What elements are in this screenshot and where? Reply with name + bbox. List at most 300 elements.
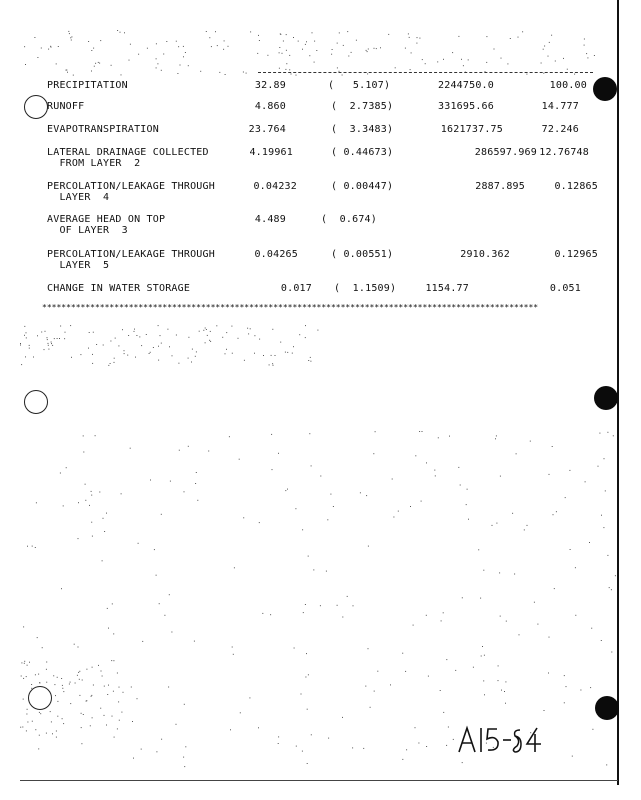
speckle-dot [71, 36, 72, 37]
speckle-dot [316, 50, 317, 51]
speckle-dot [184, 491, 185, 492]
speckle-dot [500, 476, 501, 477]
speckle-dot [271, 434, 272, 435]
speckle-dot [62, 718, 63, 719]
speckle-dot [53, 675, 54, 676]
speckle-dot [118, 701, 119, 702]
speckle-dot [23, 626, 24, 627]
speckle-dot [615, 575, 616, 576]
speckle-dot [170, 481, 171, 482]
speckle-dot [157, 63, 158, 64]
speckle-dot [280, 34, 281, 35]
speckle-dot [95, 63, 96, 64]
speckle-dot [42, 647, 43, 648]
speckle-dot [342, 75, 343, 76]
speckle-dot [296, 746, 297, 747]
speckle-dot [302, 751, 303, 752]
speckle-dot [91, 522, 92, 523]
speckle-dot [293, 37, 294, 38]
speckle-dot [59, 338, 60, 339]
speckle-dot [23, 699, 24, 700]
speckle-dot [280, 342, 281, 343]
speckle-dot [46, 733, 47, 734]
speckle-dot [506, 621, 507, 622]
speckle-dot [306, 41, 307, 42]
speckle-dot [24, 661, 25, 662]
speckle-dot [35, 674, 36, 675]
speckle-dot [22, 727, 23, 728]
speckle-dot [50, 711, 51, 712]
speckle-dot [26, 714, 27, 715]
speckle-dot [24, 46, 25, 47]
speckle-dot [108, 685, 109, 686]
speckle-dot [543, 49, 544, 50]
speckle-dot [122, 329, 123, 330]
row-label: LATERAL DRAINAGE COLLECTED FROM LAYER 2 [47, 147, 209, 169]
speckle-dot [271, 355, 272, 356]
speckle-dot [112, 716, 113, 717]
speckle-dot [422, 431, 423, 432]
speckle-dot [108, 365, 109, 366]
speckle-dot [161, 739, 162, 740]
speckle-dot [499, 572, 500, 573]
speckle-dot [279, 68, 280, 69]
speckle-dot [466, 504, 467, 505]
speckle-dot [320, 476, 321, 477]
speckle-dot [524, 529, 525, 530]
speckle-dot [272, 363, 273, 364]
speckle-dot [449, 436, 450, 437]
speckle-dot [415, 455, 416, 456]
row-label: PERCOLATION/LEAKAGE THROUGH LAYER 5 [47, 249, 215, 271]
speckle-dot [195, 483, 196, 484]
speckle-dot [51, 721, 52, 722]
speckle-dot [258, 35, 259, 36]
speckle-dot [92, 667, 93, 668]
speckle-dot [176, 335, 177, 336]
speckle-dot [101, 671, 102, 672]
speckle-dot [544, 46, 545, 47]
speckle-dot [486, 36, 487, 37]
speckle-dot [549, 474, 550, 475]
speckle-dot [347, 31, 348, 32]
speckle-dot [283, 41, 284, 42]
speckle-dot [232, 647, 233, 648]
speckle-dot [146, 334, 147, 335]
speckle-dot [337, 67, 338, 68]
speckle-dot [195, 356, 196, 357]
speckle-dot [273, 365, 274, 366]
speckle-dot [60, 473, 61, 474]
speckle-dot [328, 738, 329, 739]
speckle-dot [129, 60, 130, 61]
speckle-dot [25, 356, 26, 357]
speckle-dot [167, 329, 168, 330]
speckle-dot [36, 502, 37, 503]
speckle-dot [402, 759, 403, 760]
speckle-dot [158, 325, 159, 326]
speckle-dot [196, 351, 197, 352]
speckle-dot [522, 31, 523, 32]
speckle-dot [501, 58, 502, 59]
speckle-dot [567, 69, 568, 70]
speckle-dot [178, 363, 179, 364]
speckle-dot [243, 517, 244, 518]
speckle-dot [307, 709, 308, 710]
speckle-dot [156, 575, 157, 576]
speckle-dot [63, 691, 64, 692]
speckle-dot [79, 679, 80, 680]
speckle-dot [51, 342, 52, 343]
speckle-dot [463, 65, 464, 66]
speckle-dot [482, 646, 483, 647]
speckle-dot [78, 502, 79, 503]
asterisk-separator: ******************************************************************************************************* [42, 303, 539, 312]
speckle-dot [37, 57, 38, 58]
speckle-dot [168, 687, 169, 688]
speckle-dot [239, 459, 240, 460]
speckle-dot [55, 695, 56, 696]
speckle-dot [413, 625, 414, 626]
speckle-dot [40, 713, 41, 714]
speckle-dot [188, 65, 189, 66]
speckle-dot [267, 55, 268, 56]
speckle-dot [176, 41, 177, 42]
speckle-dot [137, 698, 138, 699]
speckle-dot [393, 517, 394, 518]
speckle-dot [591, 628, 592, 629]
speckle-dot [70, 37, 71, 38]
speckle-dot [57, 338, 58, 339]
speckle-dot [554, 588, 555, 589]
speckle-dot [360, 492, 361, 493]
punch-hole-middle-left [24, 390, 48, 414]
speckle-dot [21, 364, 22, 365]
speckle-dot [20, 345, 21, 346]
speckle-dot [440, 690, 441, 691]
speckle-dot [226, 332, 227, 333]
speckle-dot [486, 62, 487, 63]
speckle-dot [104, 531, 105, 532]
punch-hole-top-left [24, 95, 48, 119]
speckle-dot [613, 435, 614, 436]
speckle-dot [296, 75, 297, 76]
speckle-dot [572, 756, 573, 757]
speckle-dot [81, 743, 82, 744]
speckle-dot [206, 329, 207, 330]
value-cu-ft: 1154.77 [425, 283, 469, 294]
speckle-dot [549, 637, 550, 638]
speckle-dot [83, 452, 84, 453]
speckle-dot [498, 665, 499, 666]
speckle-dot [537, 624, 538, 625]
speckle-dot [250, 31, 251, 32]
speckle-dot [163, 54, 164, 55]
value-inches: 0.017 [280, 283, 312, 294]
speckle-dot [368, 546, 369, 547]
row-label: RUNOFF [47, 101, 85, 112]
speckle-dot [128, 335, 129, 336]
speckle-dot [225, 353, 226, 354]
speckle-dot [39, 682, 40, 683]
speckle-dot [219, 72, 220, 73]
value-cu-ft: 2244750.0 [438, 80, 494, 91]
speckle-dot [234, 567, 235, 568]
speckle-dot [564, 702, 565, 703]
speckle-dot [117, 30, 118, 31]
speckle-dot [455, 670, 456, 671]
speckle-dot [527, 525, 528, 526]
value-std-dev: ( 1.1509) [334, 283, 397, 294]
speckle-dot [584, 45, 585, 46]
speckle-dot [563, 58, 564, 59]
speckle-dot [257, 53, 258, 54]
speckle-dot [178, 46, 179, 47]
speckle-dot [29, 345, 30, 346]
speckle-dot [115, 338, 116, 339]
speckle-dot [52, 345, 53, 346]
speckle-dot [587, 57, 588, 58]
speckle-dot [104, 686, 105, 687]
speckle-dot [39, 735, 40, 736]
speckle-dot [83, 714, 84, 715]
speckle-dot [37, 637, 38, 638]
speckle-dot [185, 746, 186, 747]
speckle-dot [111, 65, 112, 66]
speckle-dot [110, 363, 111, 364]
speckle-dot [56, 731, 57, 732]
speckle-dot [548, 673, 549, 674]
value-percent: 0.051 [549, 283, 581, 294]
speckle-dot [309, 433, 310, 434]
speckle-dot [32, 721, 33, 722]
speckle-dot [438, 437, 439, 438]
speckle-dot [160, 335, 161, 336]
speckle-dot [66, 467, 67, 468]
speckle-dot [460, 485, 461, 486]
value-std-dev: ( 0.00551) [331, 249, 394, 260]
speckle-dot [56, 63, 57, 64]
speckle-dot [89, 505, 90, 506]
speckle-dot [292, 353, 293, 354]
value-inches: 4.860 [254, 101, 286, 112]
speckle-dot [205, 342, 206, 343]
speckle-dot [65, 332, 66, 333]
speckle-dot [118, 345, 119, 346]
speckle-dot [124, 353, 125, 354]
value-cu-ft: 2910.362 [460, 249, 510, 260]
speckle-dot [91, 695, 92, 696]
speckle-dot [410, 69, 411, 70]
speckle-dot [79, 671, 80, 672]
speckle-dot [419, 38, 420, 39]
speckle-dot [311, 465, 312, 466]
speckle-dot [93, 685, 94, 686]
speckle-dot [94, 66, 95, 67]
speckle-dot [313, 569, 314, 570]
speckle-dot [217, 45, 218, 46]
speckle-dot [368, 49, 369, 50]
speckle-dot [38, 748, 39, 749]
speckle-dot [74, 644, 75, 645]
speckle-dot [498, 680, 499, 681]
speckle-dot [223, 49, 224, 50]
speckle-dot [35, 729, 36, 730]
speckle-dot [127, 355, 128, 356]
punch-hole-bottom-left [28, 686, 52, 710]
speckle-dot [210, 341, 211, 342]
speckle-dot [71, 357, 72, 358]
speckle-dot [327, 519, 328, 520]
speckle-dot [434, 470, 435, 471]
speckle-dot [77, 675, 78, 676]
speckle-dot [46, 682, 47, 683]
speckle-dot [278, 453, 279, 454]
speckle-dot [494, 49, 495, 50]
speckle-dot [70, 703, 71, 704]
value-inches: 23.764 [248, 124, 286, 135]
speckle-dot [353, 605, 354, 606]
speckle-dot [584, 39, 585, 40]
speckle-dot [468, 519, 469, 520]
speckle-dot [120, 32, 121, 33]
speckle-dot [92, 717, 93, 718]
row-label: CHANGE IN WATER STORAGE [47, 283, 191, 294]
speckle-dot [254, 353, 255, 354]
speckle-dot [586, 53, 587, 54]
speckle-dot [21, 676, 22, 677]
value-inches: 4.489 [254, 214, 286, 225]
speckle-dot [575, 615, 576, 616]
speckle-dot [314, 41, 315, 42]
speckle-dot [605, 490, 606, 491]
speckle-dot [156, 58, 157, 59]
speckle-dot [63, 505, 64, 506]
speckle-dot [247, 328, 248, 329]
speckle-dot [287, 489, 288, 490]
speckle-dot [259, 40, 260, 41]
value-std-dev: ( 5.107) [328, 80, 391, 91]
speckle-dot [458, 467, 459, 468]
speckle-dot [41, 332, 42, 333]
speckle-dot [37, 335, 38, 336]
speckle-dot [305, 337, 306, 338]
speckle-dot [555, 61, 556, 62]
speckle-dot [530, 441, 531, 442]
speckle-dot [61, 678, 62, 679]
speckle-dot [121, 712, 122, 713]
speckle-dot [426, 615, 427, 616]
speckle-dot [179, 450, 180, 451]
speckle-dot [406, 749, 407, 750]
row-label: AVERAGE HEAD ON TOP OF LAYER 3 [47, 214, 166, 236]
speckle-dot [285, 69, 286, 70]
speckle-dot [205, 328, 206, 329]
speckle-dot [279, 52, 280, 53]
speckle-dot [541, 63, 542, 64]
speckle-dot [467, 489, 468, 490]
speckle-dot [275, 355, 276, 356]
speckle-dot [61, 588, 62, 589]
speckle-dot [139, 336, 140, 337]
speckle-dot [133, 758, 134, 759]
speckle-dot [68, 31, 69, 32]
speckle-dot [501, 690, 502, 691]
speckle-dot [570, 549, 571, 550]
speckle-dot [58, 46, 59, 47]
speckle-dot [416, 43, 417, 44]
speckle-dot [496, 435, 497, 436]
speckle-dot [141, 749, 142, 750]
speckle-dot [114, 737, 115, 738]
speckle-dot [504, 691, 505, 692]
value-percent: 0.12965 [554, 249, 598, 260]
speckle-dot [180, 65, 181, 66]
speckle-dot [258, 727, 259, 728]
speckle-dot [437, 61, 438, 62]
speckle-dot [230, 729, 231, 730]
speckle-dot [244, 360, 245, 361]
speckle-dot [50, 46, 51, 47]
speckle-dot [149, 353, 150, 354]
speckle-dot [85, 500, 86, 501]
speckle-dot [23, 678, 24, 679]
speckle-dot [262, 613, 263, 614]
speckle-dot [161, 343, 162, 344]
speckle-dot [208, 451, 209, 452]
speckle-dot [164, 615, 165, 616]
speckle-dot [311, 734, 312, 735]
speckle-dot [63, 723, 64, 724]
speckle-dot [295, 508, 296, 509]
speckle-dot [161, 514, 162, 515]
speckle-dot [461, 59, 462, 60]
speckle-dot [226, 349, 227, 350]
speckle-dot [117, 673, 118, 674]
speckle-dot [575, 567, 576, 568]
speckle-dot [103, 345, 104, 346]
speckle-dot [351, 52, 352, 53]
speckle-dot [100, 40, 101, 41]
value-cu-ft: 331695.66 [438, 101, 494, 112]
speckle-dot [453, 739, 454, 740]
speckle-dot [398, 511, 399, 512]
speckle-dot [305, 44, 306, 45]
speckle-dot [33, 357, 34, 358]
speckle-dot [184, 766, 185, 767]
speckle-dot [183, 56, 184, 57]
speckle-dot [374, 48, 375, 49]
speckle-dot [312, 32, 313, 33]
speckle-dot [229, 436, 230, 437]
speckle-dot [29, 348, 30, 349]
speckle-dot [91, 495, 92, 496]
speckle-dot [549, 42, 550, 43]
speckle-dot [57, 701, 58, 702]
speckle-dot [259, 339, 260, 340]
speckle-dot [337, 43, 338, 44]
speckle-dot [428, 676, 429, 677]
speckle-dot [66, 70, 67, 71]
speckle-dot [343, 45, 344, 46]
speckle-dot [326, 571, 327, 572]
speckle-dot [225, 74, 226, 75]
speckle-dot [216, 325, 217, 326]
speckle-dot [110, 341, 111, 342]
speckle-dot [54, 338, 55, 339]
speckle-dot [158, 346, 159, 347]
speckle-dot [308, 556, 309, 557]
